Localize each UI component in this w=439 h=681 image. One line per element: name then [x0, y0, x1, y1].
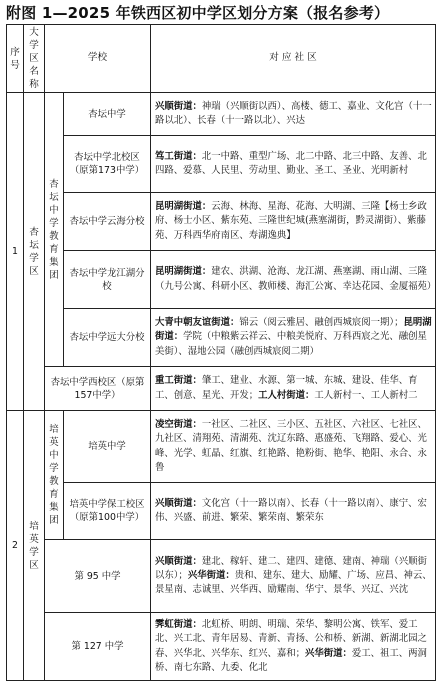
header-district: 大学区名称 — [24, 25, 45, 93]
school-name: 杏坛中学北校区（原第173中学） — [64, 136, 151, 193]
table-row — [7, 251, 436, 309]
district-table — [6, 24, 436, 681]
community-cell: 凌空街道：一社区、二社区、三小区、五社区、六社区、七社区、九社区、清翔苑、清湖苑、沈辽东路、惠盛苑、飞翔路、爱心、光峰、光学、虹晶、红旗、红艳路、艳粉街、艳华、艳阳、永合、永鲁 — [151, 411, 436, 483]
community-cell: 大青中朝友谊街道：锦云（阅云雅居、融创西城宸阅一期）；昆明湖街道：学院（中粮紫云祥云、中粮美悦府、万科西宸之光、融创星美街）、湿地公园（融创西城宸阅二期） — [151, 309, 436, 367]
district-xingtan: 杏坛学区 — [24, 93, 45, 411]
school-name: 杏坛中学龙江湖分校 — [64, 251, 151, 309]
table-row — [7, 367, 436, 411]
group-peiying: 培英中学教育集团 — [45, 411, 64, 540]
table-row — [7, 411, 436, 483]
community-cell: 重工街道：肇工、建业、水源、第一城、东城、建设、佳华、育工、创意、星光、开发；工人村街道：工人新村一、工人新村二 — [151, 367, 436, 411]
school-name: 培英中学 — [64, 411, 151, 483]
district-table-wrapper — [6, 24, 437, 673]
school-name: 培英中学保工校区（原第100中学） — [64, 483, 151, 540]
table-row — [7, 193, 436, 251]
community-cell: 兴顺街道：文化宫（十一路以南）、长春（十一路以南）、康宁、宏伟、兴盛、前进、繁荣、繁荣南、繁荣东 — [151, 483, 436, 540]
table-row — [7, 136, 436, 193]
community-cell: 昆明湖街道：建农、洪湖、沧海、龙江湖、燕塞湖、雨山湖、三隆（九号公寓、科研小区、教师楼、海汇公寓、幸达花园、金厦福苑） — [151, 251, 436, 309]
header-community: 对 应 社 区 — [151, 25, 436, 93]
table-row — [7, 613, 436, 681]
table-row — [7, 309, 436, 367]
school-name: 杏坛中学远大分校 — [64, 309, 151, 367]
group-xingtan: 杏坛中学教育集团 — [45, 93, 64, 367]
header-seq: 序号 — [7, 25, 24, 93]
community-cell: 兴顺街道：神瑞（兴顺街以西）、高楼、德工、嘉业、文化宫（十一路以北）、长春（十一路以北）、兴达 — [151, 93, 436, 136]
school-name: 杏坛中学云海分校 — [64, 193, 151, 251]
table-header-row — [7, 25, 436, 93]
header-school: 学校 — [45, 25, 151, 93]
row-seq-2: 2 — [7, 411, 24, 681]
community-cell: 昆明湖街道：云海、林海、星海、花海、大明湖、三隆【杨士乡政府、杨士小区、紫东苑、三隆世纪城(燕塞湖街，黔灵湖街）、紫藤苑、万科西华府南区、寿湖逸典】 — [151, 193, 436, 251]
table-row — [7, 93, 436, 136]
community-cell: 笃工街道：北一中路、重型广场、北二中路、北三中路、友善、北四路、爱慕、人民里、劳动里、勤业、圣工、圣业、光明新村 — [151, 136, 436, 193]
community-cell: 霁虹街道：北虹桥、明朗、明瑞、荣华、黎明公寓、铁军、爱工北、兴工北、青年居易、青新、青扬、公和桥、新湖、新湖北园之春、兴华北、兴华东、红兴、嘉和；兴华街道：爱工、祖工、两洞桥、南七东路、九委、化北 — [151, 613, 436, 681]
community-cell: 兴顺街道：建北、稼轩、建二、建四、建德、建南、神瑞（兴顺街以东）；兴华街道：贵和、建东、建大、励耀、广场、应昌、神云、景星南、志诚里、兴华西、励耀南、华宁、景华、兴辽、兴沈 — [151, 540, 436, 613]
school-name: 第 127 中学 — [45, 613, 151, 681]
school-name: 第 95 中学 — [45, 540, 151, 613]
district-peiying: 培英学区 — [24, 411, 45, 681]
school-name: 杏坛中学 — [64, 93, 151, 136]
table-row — [7, 540, 436, 613]
table-row — [7, 483, 436, 540]
page-title: 附图 1—2025 年铁西区初中学区划分方案（报名参考） — [6, 4, 390, 22]
school-name: 杏坛中学西校区（原第157中学） — [45, 367, 151, 411]
row-seq-1: 1 — [7, 93, 24, 411]
